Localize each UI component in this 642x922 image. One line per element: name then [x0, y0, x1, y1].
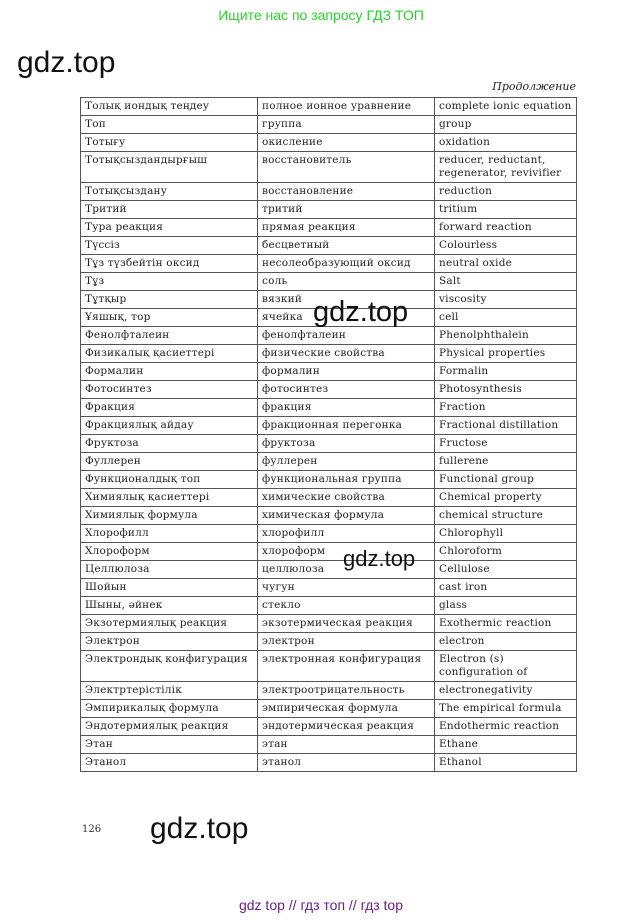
russian-term-cell: тритий [258, 201, 435, 219]
table-row [81, 273, 577, 291]
kazakh-term-cell: Эмпирикалық формула [81, 700, 258, 718]
russian-term-cell: электрон [258, 633, 435, 651]
russian-term-cell: химическая формула [258, 507, 435, 525]
russian-term-cell: фракция [258, 399, 435, 417]
table-row [81, 561, 577, 579]
russian-term-cell: фруктоза [258, 435, 435, 453]
kazakh-term-cell: Фенолфталеин [81, 327, 258, 345]
table-row [81, 543, 577, 561]
russian-term-cell: полное ионное уравнение [258, 98, 435, 116]
table-row [81, 399, 577, 417]
table-row [81, 471, 577, 489]
russian-term-cell: восстановитель [258, 152, 435, 183]
kazakh-term-cell: Тотықсыздану [81, 183, 258, 201]
table-row [81, 507, 577, 525]
table-row [81, 615, 577, 633]
russian-term-cell: чугун [258, 579, 435, 597]
english-term-cell: Ethanol [435, 754, 577, 772]
russian-term-cell: группа [258, 116, 435, 134]
table-row [81, 435, 577, 453]
kazakh-term-cell: Химиялық формула [81, 507, 258, 525]
russian-term-cell: целлюлоза [258, 561, 435, 579]
kazakh-term-cell: Эндотермиялық реакция [81, 718, 258, 736]
table-row [81, 651, 577, 682]
english-term-cell: chemical structure [435, 507, 577, 525]
table-row [81, 152, 577, 183]
russian-term-cell: физические свойства [258, 345, 435, 363]
russian-term-cell: ячейка [258, 309, 435, 327]
kazakh-term-cell: Тұтқыр [81, 291, 258, 309]
kazakh-term-cell: Тұз түзбейтін оксид [81, 255, 258, 273]
russian-term-cell: этан [258, 736, 435, 754]
kazakh-term-cell: Хлорофилл [81, 525, 258, 543]
watermark-logo: gdz.top [313, 296, 409, 328]
kazakh-term-cell: Толық иондық теңдеу [81, 98, 258, 116]
russian-term-cell: стекло [258, 597, 435, 615]
english-term-cell: complete ionic equation [435, 98, 577, 116]
english-term-cell: Chlorophyll [435, 525, 577, 543]
english-term-cell: viscosity [435, 291, 577, 309]
watermark-logo: gdz.top [150, 812, 249, 845]
table-row [81, 579, 577, 597]
english-term-cell: Formalin [435, 363, 577, 381]
english-term-cell: Cellulose [435, 561, 577, 579]
russian-term-cell: прямая реакция [258, 219, 435, 237]
russian-term-cell: вязкий [258, 291, 435, 309]
english-term-cell: forward reaction [435, 219, 577, 237]
kazakh-term-cell: Формалин [81, 363, 258, 381]
table-row [81, 345, 577, 363]
russian-term-cell: фенолфталеин [258, 327, 435, 345]
english-term-cell: group [435, 116, 577, 134]
russian-term-cell: фуллерен [258, 453, 435, 471]
english-term-cell: Exothermic reaction [435, 615, 577, 633]
table-row [81, 754, 577, 772]
table-row [81, 718, 577, 736]
kazakh-term-cell: Этан [81, 736, 258, 754]
kazakh-term-cell: Тотықсыздандырғыш [81, 152, 258, 183]
russian-term-cell: несолеобразующий оксид [258, 255, 435, 273]
table-row [81, 381, 577, 399]
table-row [81, 201, 577, 219]
english-term-cell: neutral oxide [435, 255, 577, 273]
english-term-cell: Fraction [435, 399, 577, 417]
kazakh-term-cell: Тура реакция [81, 219, 258, 237]
table-row [81, 736, 577, 754]
kazakh-term-cell: Химиялық қасиеттері [81, 489, 258, 507]
kazakh-term-cell: Тұз [81, 273, 258, 291]
glossary-table [80, 97, 577, 772]
table-row [81, 525, 577, 543]
english-term-cell: Chemical property [435, 489, 577, 507]
table-row [81, 134, 577, 152]
english-term-cell: Colourless [435, 237, 577, 255]
table-row [81, 116, 577, 134]
russian-term-cell: формалин [258, 363, 435, 381]
table-row [81, 700, 577, 718]
kazakh-term-cell: Электрон [81, 633, 258, 651]
table-row [81, 597, 577, 615]
table-row [81, 417, 577, 435]
english-term-cell: Endothermic reaction [435, 718, 577, 736]
russian-term-cell: химические свойства [258, 489, 435, 507]
glossary-body [81, 98, 577, 772]
table-row [81, 237, 577, 255]
english-term-cell: Fractional distillation [435, 417, 577, 435]
english-term-cell: oxidation [435, 134, 577, 152]
english-term-cell: Electron (s) configuration of [435, 651, 577, 682]
kazakh-term-cell: Электрондық конфигурация [81, 651, 258, 682]
russian-term-cell: экзотермическая реакция [258, 615, 435, 633]
footer-links: gdz top // гдз топ // гдз top [238, 897, 404, 913]
kazakh-term-cell: Шойын [81, 579, 258, 597]
top-banner: Ищите нас по запросу ГДЗ ТОП [218, 7, 424, 23]
kazakh-term-cell: Функционалдық топ [81, 471, 258, 489]
english-term-cell: Salt [435, 273, 577, 291]
english-term-cell: Functional group [435, 471, 577, 489]
russian-term-cell: электроотрицательность [258, 682, 435, 700]
table-row [81, 682, 577, 700]
table-row [81, 453, 577, 471]
english-term-cell: Phenolphthalein [435, 327, 577, 345]
table-row [81, 183, 577, 201]
russian-term-cell: этанол [258, 754, 435, 772]
continued-label: Продолжение [492, 80, 576, 93]
watermark-logo: gdz.top [17, 46, 116, 79]
russian-term-cell: фракционная перегонка [258, 417, 435, 435]
kazakh-term-cell: Тотығу [81, 134, 258, 152]
english-term-cell: Physical properties [435, 345, 577, 363]
kazakh-term-cell: Ұяшық, тор [81, 309, 258, 327]
russian-term-cell: эндотермическая реакция [258, 718, 435, 736]
kazakh-term-cell: Шыны, әйнек [81, 597, 258, 615]
russian-term-cell: хлорофилл [258, 525, 435, 543]
kazakh-term-cell: Целлюлоза [81, 561, 258, 579]
watermark-logo: gdz.top [343, 546, 416, 571]
kazakh-term-cell: Түссіз [81, 237, 258, 255]
russian-term-cell: фотосинтез [258, 381, 435, 399]
kazakh-term-cell: Экзотермиялық реакция [81, 615, 258, 633]
kazakh-term-cell: Топ [81, 116, 258, 134]
english-term-cell: Photosynthesis [435, 381, 577, 399]
russian-term-cell: электронная конфигурация [258, 651, 435, 682]
russian-term-cell: окисление [258, 134, 435, 152]
english-term-cell: cell [435, 309, 577, 327]
table-row [81, 363, 577, 381]
english-term-cell: glass [435, 597, 577, 615]
russian-term-cell: функциональная группа [258, 471, 435, 489]
english-term-cell: reducer, reductant, regenerator, revivifier [435, 152, 577, 183]
table-row [81, 489, 577, 507]
english-term-cell: Ethane [435, 736, 577, 754]
english-term-cell: reduction [435, 183, 577, 201]
english-term-cell: electron [435, 633, 577, 651]
kazakh-term-cell: Фуллерен [81, 453, 258, 471]
kazakh-term-cell: Физикалық қасиеттері [81, 345, 258, 363]
kazakh-term-cell: Фруктоза [81, 435, 258, 453]
russian-term-cell: хлороформ [258, 543, 435, 561]
kazakh-term-cell: Фракция [81, 399, 258, 417]
english-term-cell: The empirical formula [435, 700, 577, 718]
russian-term-cell: соль [258, 273, 435, 291]
page-number: 126 [82, 824, 102, 835]
kazakh-term-cell: Электртерістілік [81, 682, 258, 700]
kazakh-term-cell: Тритий [81, 201, 258, 219]
table-row [81, 219, 577, 237]
english-term-cell: fullerene [435, 453, 577, 471]
english-term-cell: cast iron [435, 579, 577, 597]
english-term-cell: Chloroform [435, 543, 577, 561]
table-row [81, 98, 577, 116]
russian-term-cell: бесцветный [258, 237, 435, 255]
english-term-cell: tritium [435, 201, 577, 219]
table-row [81, 255, 577, 273]
kazakh-term-cell: Фракциялық айдау [81, 417, 258, 435]
kazakh-term-cell: Этанол [81, 754, 258, 772]
table-row [81, 633, 577, 651]
kazakh-term-cell: Фотосинтез [81, 381, 258, 399]
kazakh-term-cell: Хлороформ [81, 543, 258, 561]
english-term-cell: electronegativity [435, 682, 577, 700]
russian-term-cell: восстановление [258, 183, 435, 201]
english-term-cell: Fructose [435, 435, 577, 453]
russian-term-cell: эмпирическая формула [258, 700, 435, 718]
table-row [81, 327, 577, 345]
